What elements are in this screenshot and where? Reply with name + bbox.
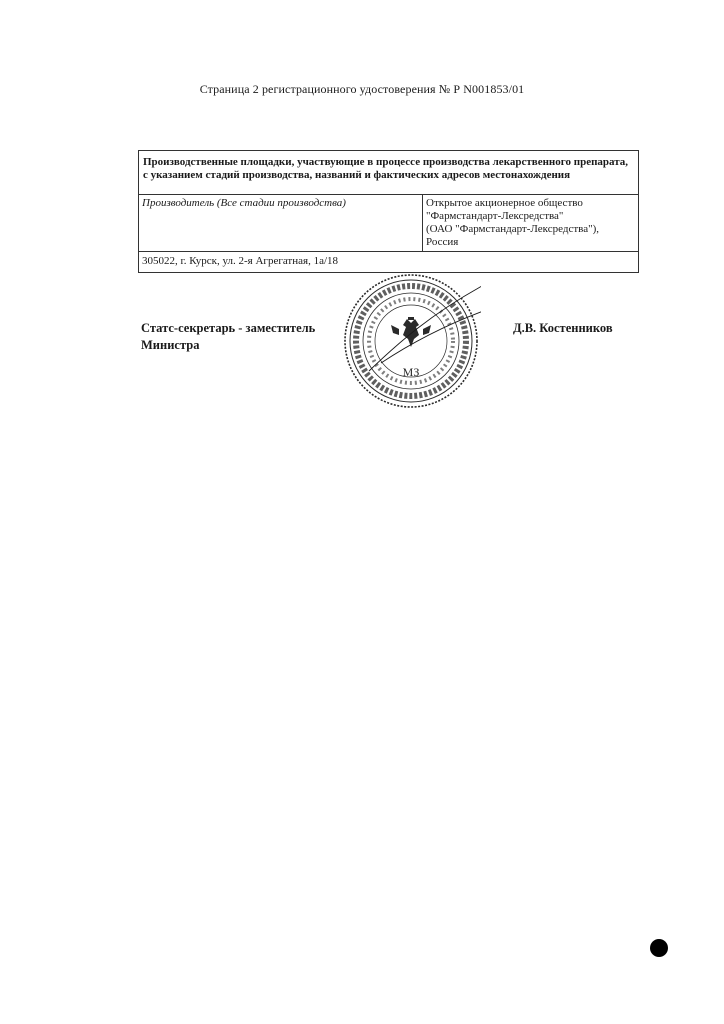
signatory-title: [141, 320, 315, 354]
seal-center-text: МЗ: [402, 365, 420, 379]
company-line: "Фармстандарт-Лексредства": [426, 210, 564, 222]
page-header: Страница 2 регистрационного удостоверения № Р N001853/01: [199, 82, 525, 96]
manufacturer-role: Производитель (Все стадии производства): [139, 195, 423, 251]
manufacturer-address: 305022, г. Курск, ул. 2-я Агрегатная, 1а/18: [142, 255, 339, 267]
signatory-title-line: Министра: [141, 338, 200, 352]
signatory-name: Д.В. Костенников: [513, 321, 613, 335]
company-line: Россия: [426, 236, 459, 248]
table-row: [139, 195, 638, 252]
production-sites-table: [138, 150, 639, 273]
signatory-title-line: Статс-секретарь - заместитель: [141, 321, 316, 335]
company-line: Открытое акционерное общество: [426, 197, 583, 209]
emblem-icon: [391, 317, 431, 347]
official-seal: [341, 273, 481, 409]
company-line: (ОАО "Фармстандарт-Лексредства"),: [426, 223, 599, 235]
table-heading: Производственные площадки, участвующие в процессе производства лекарственного препарата, с указанием стадий производства, названий и фактических адресов местонахождения: [139, 151, 638, 195]
manufacturer-company: [423, 195, 638, 251]
page-marker-dot: [650, 939, 668, 957]
